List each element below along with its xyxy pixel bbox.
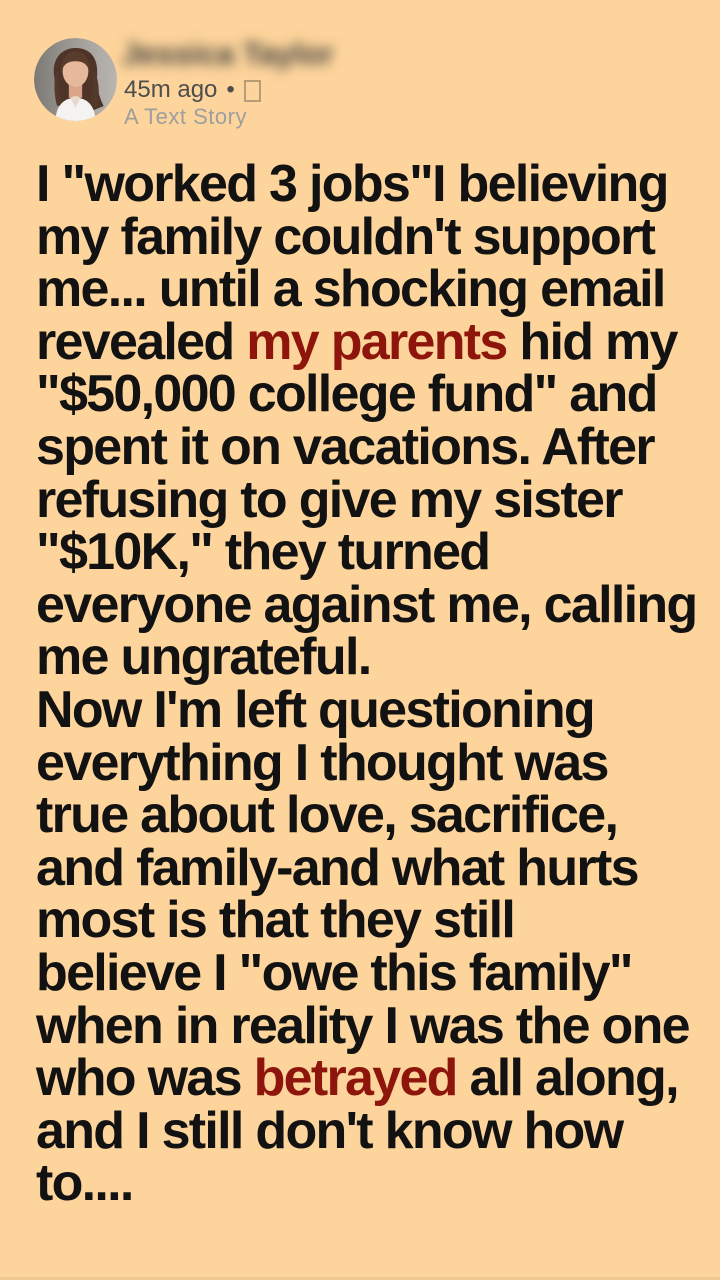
story-segment: me... until a shocking email — [36, 260, 665, 319]
story-segment: spent it on vacations. After — [36, 417, 654, 476]
story-line — [36, 417, 696, 476]
highlighted-phrase: my parents — [246, 312, 507, 371]
story-line — [36, 891, 696, 950]
story-line — [36, 575, 697, 634]
avatar[interactable] — [34, 38, 117, 121]
story-segment: and family-and what hurts — [36, 838, 638, 897]
story-segment: all along, — [456, 1049, 678, 1108]
dot-separator: • — [226, 76, 235, 103]
author-name[interactable]: Jessica Taylor — [122, 36, 334, 71]
story-segment: everyone against me, calling — [36, 575, 697, 634]
timestamp: 45m ago — [124, 76, 218, 103]
story-segment: most is that they still — [36, 891, 515, 950]
story-line — [36, 523, 696, 582]
story-text — [36, 155, 697, 1213]
story-segment: I "worked 3 jobs"I believing — [36, 155, 668, 213]
story-segment: true about love, sacrifice, — [36, 786, 618, 845]
story-segment: refusing to give my sister — [36, 470, 622, 529]
story-segment: revealed — [36, 312, 247, 371]
story-line — [36, 365, 696, 424]
story-line — [36, 1049, 696, 1108]
story-line — [36, 943, 696, 1002]
story-line — [36, 733, 696, 792]
story-segment: "$50,000 college fund" and — [36, 365, 657, 424]
story-segment: hid my — [506, 312, 677, 371]
post-header — [0, 0, 720, 150]
avatar-image — [34, 38, 117, 121]
story-line — [36, 838, 696, 897]
story-line — [36, 1101, 696, 1160]
privacy-icon — [244, 80, 261, 102]
story-line — [36, 996, 696, 1055]
post-meta — [124, 76, 261, 104]
story-segment: me ungrateful. — [36, 628, 371, 687]
highlighted-phrase: betrayed — [253, 1049, 457, 1108]
story-line — [36, 786, 696, 845]
story-line — [36, 628, 696, 687]
story-line — [36, 680, 696, 739]
story-line — [36, 260, 696, 319]
story-segment: to.... — [36, 1154, 133, 1213]
story-segment: my family couldn't support — [36, 207, 655, 266]
story-line — [36, 155, 696, 213]
story-line — [36, 470, 696, 529]
story-segment: when in reality I was the one — [36, 996, 689, 1055]
story-segment: "$10K," they turned — [36, 523, 490, 582]
story-line — [36, 312, 696, 371]
story-segment: everything I thought was — [36, 733, 608, 792]
story-segment: Now I'm left questioning — [36, 680, 594, 739]
story-segment: believe I "owe this family" — [36, 943, 632, 1002]
story-type-label: A Text Story — [124, 104, 247, 129]
story-segment: and I still don't know how — [36, 1101, 623, 1160]
story-line — [36, 1154, 696, 1213]
story-line — [36, 207, 696, 266]
story-segment: who was — [36, 1049, 254, 1108]
